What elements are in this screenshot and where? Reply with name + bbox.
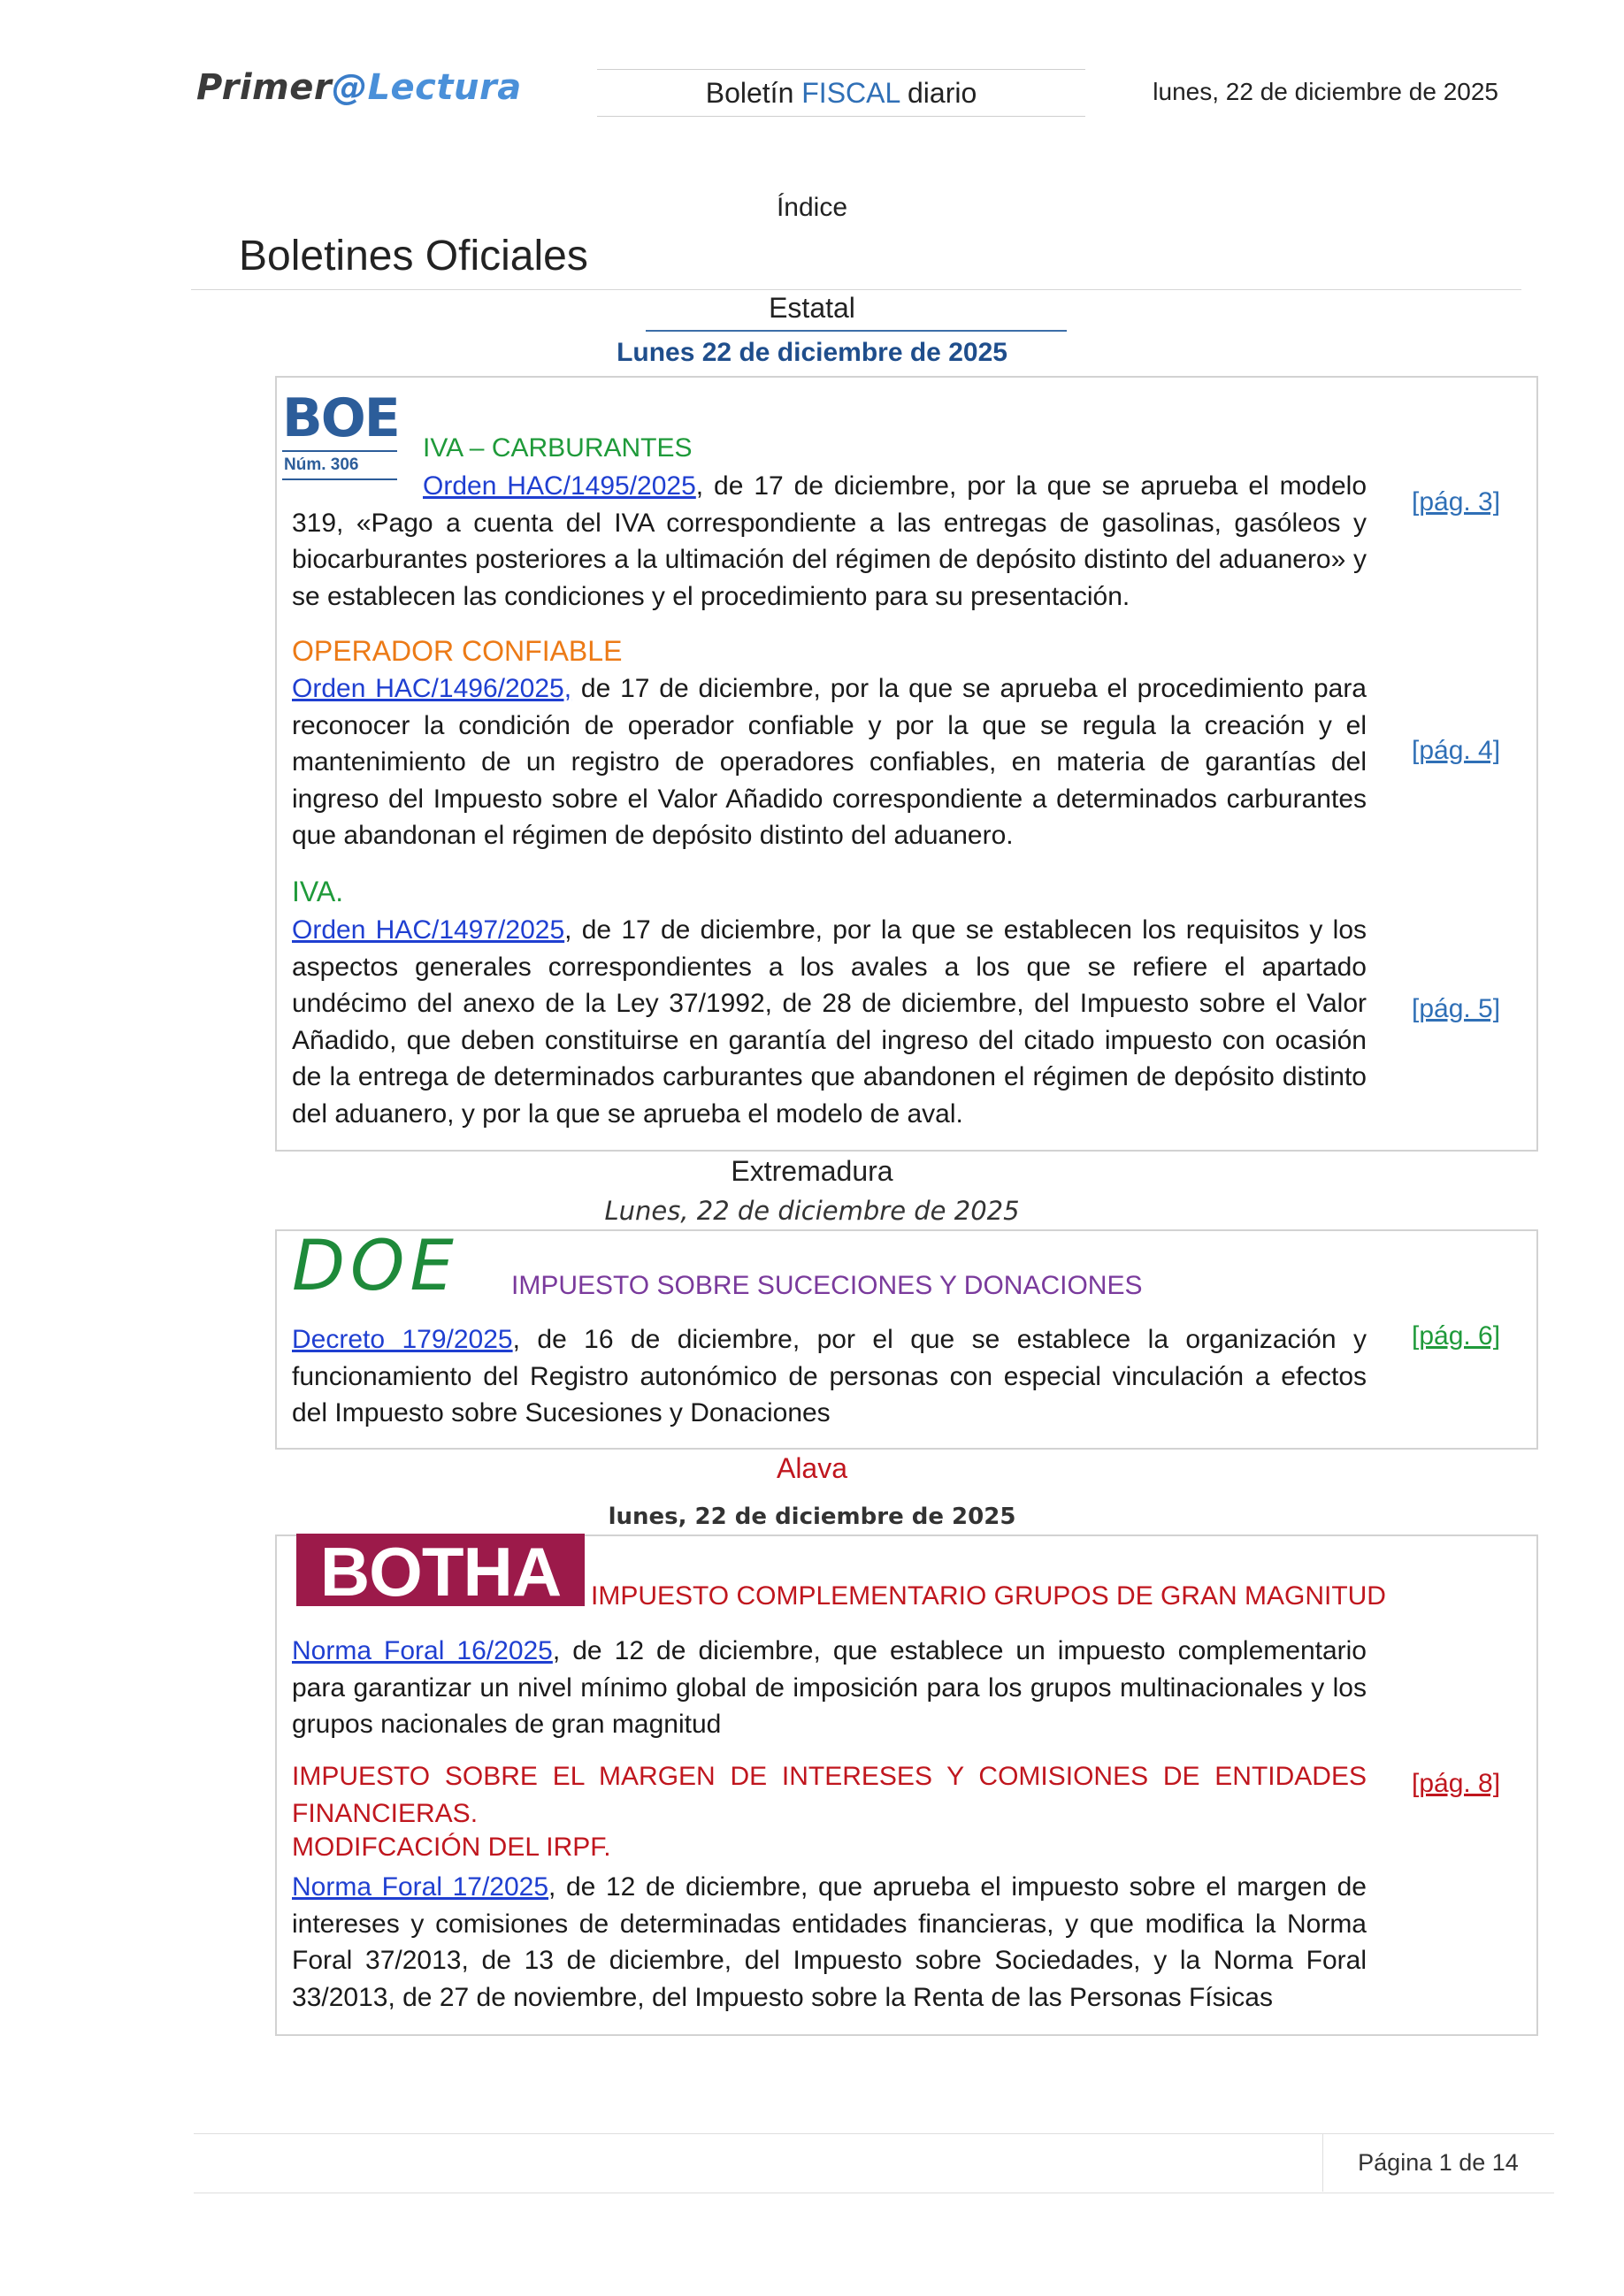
order-link[interactable]: Orden HAC/1495/2025 (423, 471, 696, 501)
section-heading-estatal: Estatal (769, 292, 855, 324)
bulletin-post: diario (900, 77, 977, 109)
section-heading-extremadura: Extremadura (731, 1155, 893, 1187)
boe-logo-letters: BOE (282, 387, 399, 449)
entry-text: , de 17 de diciembre, por la que se establecen los requisitos y los aspectos generales correspondientes a los avales a los que se refiere el apartado undécimo del anexo de la Ley 37/1992, de 28 de diciembre, del Impuesto sobre el Valor Añadido, que deben constituirse en garantía del ingreso del citado impuesto con ocasión de la entrega de determinados carburantes que abandonen el régimen de depósito distinto del aduanero, y por la que se aprueba el modelo de aval. (292, 915, 1367, 1129)
category-modificacion-irpf: MODIFCACIÓN DEL IRPF. (292, 1833, 611, 1862)
page-link[interactable]: [pág. 6] (1412, 1321, 1501, 1351)
page-number: Página 1 de 14 (1358, 2149, 1519, 2176)
doe-logo: DOE (292, 1227, 459, 1306)
index-heading: Índice (776, 193, 848, 222)
decree-link[interactable]: Decreto 179/2025 (292, 1325, 513, 1354)
order-link[interactable]: Orden HAC/1497/2025 (292, 915, 565, 945)
category-iva: IVA. (292, 876, 344, 907)
entry-text: , de 12 de diciembre, que establece un impuesto complementario para garantizar un nivel mínimo global de imposición para los grupos multinacionales y los grupos nacionales de gran magnitud (292, 1636, 1367, 1739)
category-margen-intereses: IMPUESTO SOBRE EL MARGEN DE INTERESES Y COMISIONES DE ENTIDADES FINANCIERAS. (292, 1762, 1367, 1828)
category-sucesiones-donaciones: IMPUESTO SOBRE SUCECIONES Y DONACIONES (511, 1271, 1143, 1300)
entry-paragraph (292, 912, 1367, 1132)
entry-paragraph (292, 1633, 1367, 1743)
entry-text: , de 17 de diciembre, por la que se aprueba el modelo 319, «Pago a cuenta del IVA correspondiente a las entregas de gasolinas, gasóleos y biocarburantes posteriores a la ultimación del régimen de depósito distinto del aduanero» y se establecen las condiciones y el procedimiento para su presentación. (292, 471, 1367, 611)
boe-logo (282, 387, 399, 480)
botha-logo: BOTHA (296, 1534, 585, 1606)
doe-date: Lunes, 22 de diciembre de 2025 (604, 1196, 1020, 1226)
bulletin-fiscal: FISCAL (801, 77, 900, 109)
page-link[interactable]: [pág. 8] (1412, 1769, 1501, 1798)
brand-logo (196, 67, 522, 108)
estatal-divider (646, 330, 1067, 332)
title-divider (191, 289, 1521, 290)
entry-paragraph (292, 1321, 1367, 1432)
bulletin-pre: Boletín (705, 77, 802, 109)
entry-paragraph (292, 1869, 1367, 2016)
bulletin-title (597, 69, 1085, 117)
page-title: Boletines Oficiales (239, 233, 588, 279)
page-link[interactable]: [pág. 4] (1412, 736, 1501, 765)
norma-link[interactable]: Norma Foral 17/2025 (292, 1872, 549, 1902)
category-iva-carburantes: IVA – CARBURANTES (423, 433, 693, 463)
order-link[interactable]: Orden HAC/1496/2025, (292, 674, 572, 703)
page-link[interactable]: [pág. 3] (1412, 487, 1501, 517)
boe-date: Lunes 22 de diciembre de 2025 (617, 338, 1007, 367)
entry-paragraph (292, 468, 1367, 615)
logo-text-lectura: Lectura (367, 67, 522, 108)
page-link[interactable]: [pág. 5] (1412, 994, 1501, 1023)
category-impuesto-complementario: IMPUESTO COMPLEMENTARIO GRUPOS DE GRAN MAGNITUD (591, 1581, 1386, 1611)
header-date: lunes, 22 de diciembre de 2025 (1153, 78, 1498, 105)
boe-issue-number: Núm. 306 (282, 450, 397, 480)
entry-text: de 17 de diciembre, por la que se aprueba el procedimiento para reconocer la condición de operador confiable y por la que se regula la creación y el mantenimiento de un registro de operadores confiables, en materia de garantías del ingreso del Impuesto sobre el Valor Añadido correspondiente a determinados carburantes que abandonan el régimen de depósito distinto del aduanero. (292, 674, 1367, 850)
category-operador-confiable: OPERADOR CONFIABLE (292, 635, 623, 667)
entry-paragraph (292, 670, 1367, 854)
botha-date: lunes, 22 de diciembre de 2025 (608, 1504, 1016, 1530)
logo-text-at: @ (332, 67, 368, 108)
entry-text: , de 16 de diciembre, por el que se establece la organización y funcionamiento del Registro autonómico de personas con especial vinculación a efectos del Impuesto sobre Sucesiones y Donaciones (292, 1325, 1367, 1427)
logo-text-primer: Primer (196, 67, 333, 108)
section-heading-alava: Alava (776, 1452, 848, 1484)
entry-text: , de 12 de diciembre, que aprueba el impuesto sobre el margen de intereses y comisiones de determinadas entidades financieras, y que modifica la Norma Foral 37/2013, de 13 de diciembre, del Impuesto sobre Sociedades, y la Norma Foral 33/2013, de 27 de noviembre, del Impuesto sobre la Renta de las Personas Físicas (292, 1872, 1367, 2012)
norma-link[interactable]: Norma Foral 16/2025 (292, 1636, 553, 1665)
